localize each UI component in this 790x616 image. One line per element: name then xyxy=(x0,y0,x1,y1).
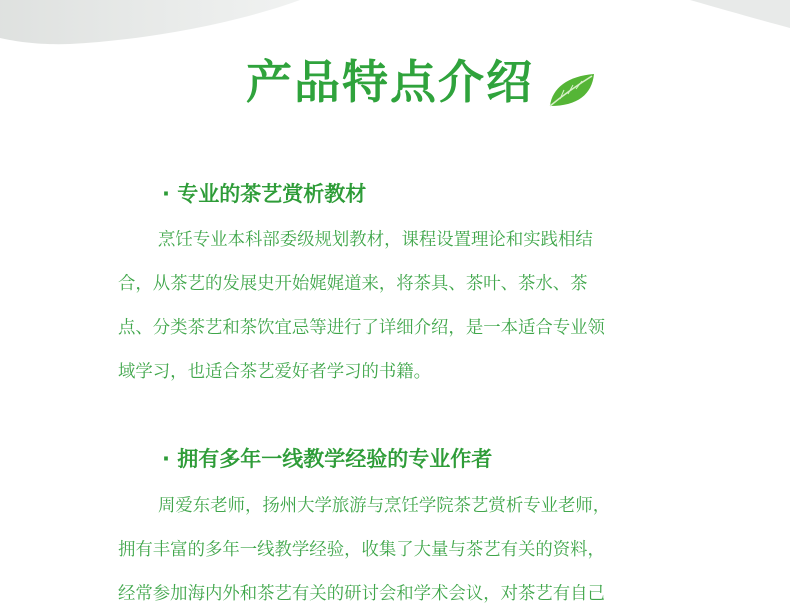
paragraph-line: 域学习，也适合茶艺爱好者学习的书籍。 xyxy=(118,362,432,382)
section-heading: · 专业的茶艺赏析教材 xyxy=(162,182,367,206)
page-title: 产品特点介绍 xyxy=(246,55,534,109)
paragraph-line: 周爱东老师，扬州大学旅游与烹饪学院茶艺赏析专业老师， xyxy=(158,496,611,516)
section-paragraph xyxy=(118,218,680,394)
section-paragraph xyxy=(118,484,680,616)
paragraph-line: 烹饪专业本科部委级规划教材，课程设置理论和实践相结 xyxy=(158,230,593,250)
paragraph-line: 点、分类茶艺和茶饮宜忌等进行了详细介绍，是一本适合专业领 xyxy=(118,318,605,338)
paragraph-line: 拥有丰富的多年一线教学经验，收集了大量与茶艺有关的资料， xyxy=(118,540,605,560)
paragraph-line: 合，从茶艺的发展史开始娓娓道来，将茶具、茶叶、茶水、茶 xyxy=(118,274,588,294)
section-heading: · 拥有多年一线教学经验的专业作者 xyxy=(162,447,493,471)
tea-leaf-icon xyxy=(548,70,598,110)
paragraph-line: 经常参加海内外和茶艺有关的研讨会和学术会议，对茶艺有自己 xyxy=(118,584,605,604)
top-decorative-wash xyxy=(0,0,790,60)
